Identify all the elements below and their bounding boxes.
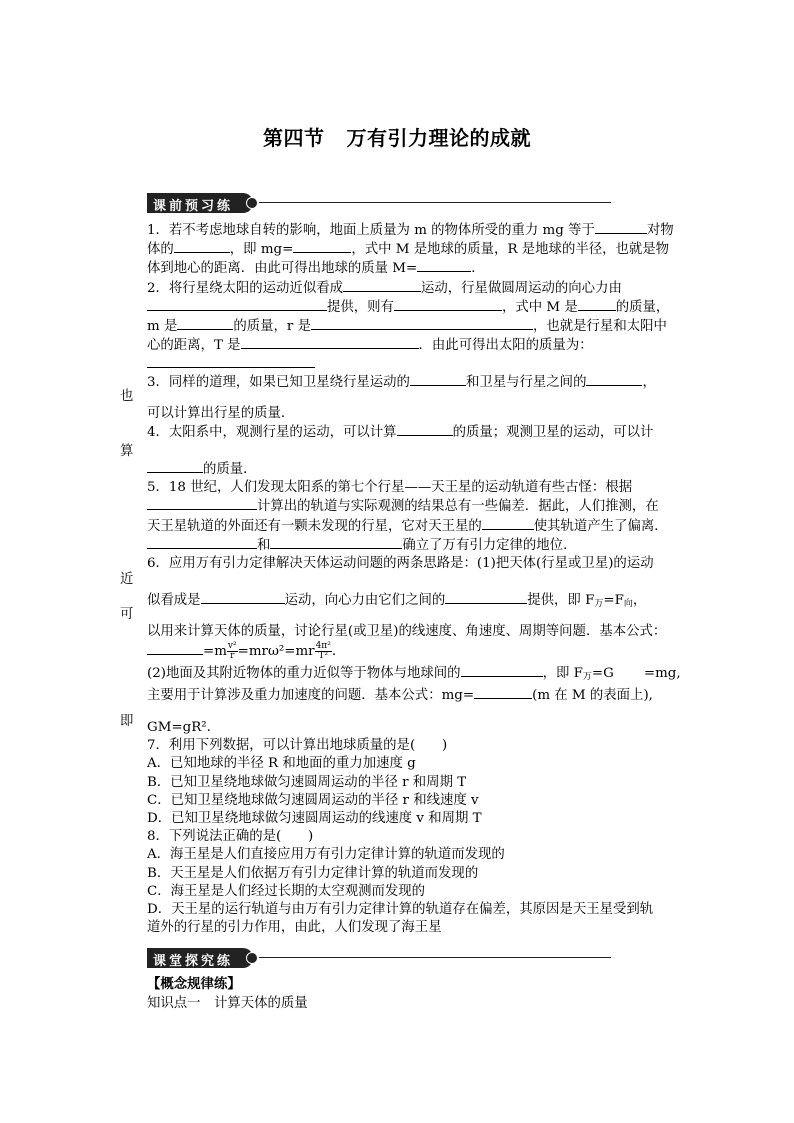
answer-blank[interactable] <box>578 298 616 311</box>
answer-blank[interactable] <box>343 279 421 292</box>
question-6-line: 似看成是 运动，向心力由它们之间的 提供，即 $F_万=F_向$， <box>147 593 647 610</box>
section-title: 万有引力理论的成就 <box>346 126 531 150</box>
margin-char: 可 <box>120 607 134 622</box>
question-5-line: 计算出的轨道与实际观测的结果总有一些偏差．据此，人们推测，在 <box>147 497 677 516</box>
question-7-option-a[interactable]: A．已知地球的半径 R 和地面的重力加速度 g <box>147 756 416 772</box>
answer-blank[interactable] <box>147 460 203 473</box>
answer-blank[interactable] <box>394 298 502 311</box>
footer-block <box>147 975 308 1013</box>
question-5-line: 5．18 世纪，人们发现太阳系的第七个行星——天王星的运动轨道有些古怪：根据 <box>147 480 633 496</box>
question-2-line: 心的距离，T 是 ．由此可得出太阳的质量为： <box>147 338 593 354</box>
question-1-line: 体的 ，即 mg= ，式中 M 是地球的质量，R 是地球的半径，也就是物 <box>147 242 670 258</box>
question-5-line: 天王星轨道的外面还有一颗未发现的行星，它对天王星的 使其轨道产生了偏离． <box>147 518 668 534</box>
answer-blank[interactable] <box>586 373 642 386</box>
question-8-stem: 8．下列说法正确的是( ) <box>147 829 314 845</box>
question-8-option-d[interactable]: D．天王星的运行轨道与由万有引力定律计算的轨道存在偏差，其原因是天王星受到轨 <box>147 902 654 918</box>
question-6-line: 以用来计算天体的质量，讨论行星(或卫星)的线速度、角速度、周期等问题．基本公式： <box>147 624 667 640</box>
question-4-line: 4．太阳系中，观测行星的运动，可以计算 的质量；观测卫星的运动，可以计 <box>147 424 654 440</box>
answer-blank[interactable] <box>147 298 327 311</box>
answer-blank[interactable] <box>293 240 351 253</box>
question-8-option-a[interactable]: A．海王星是人们直接应用万有引力定律计算的轨道而发现的 <box>147 847 505 863</box>
page-title <box>0 122 794 151</box>
answer-blank[interactable] <box>201 591 285 604</box>
bullet-icon <box>246 952 258 964</box>
subsection-heading: 【概念规律练】 <box>147 977 241 992</box>
answer-blank[interactable] <box>270 536 402 549</box>
margin-char: 近 <box>120 572 134 587</box>
answer-blank[interactable] <box>445 591 527 604</box>
question-7-option-b[interactable]: B．已知卫星绕地球做匀速圆周运动的半径 r 和周期 T <box>147 774 467 790</box>
question-8-option-b[interactable]: B．天王星是人们依据万有引力定律计算的轨道而发现的 <box>147 865 479 881</box>
question-4-line: 的质量． <box>147 460 677 479</box>
section-label: 课堂探究练 <box>153 954 234 969</box>
question-3-line: 可以计算出行星的质量． <box>147 405 295 421</box>
answer-blank[interactable] <box>147 642 203 655</box>
formula-line: =m $\frac{\text{v²}}{r}$ =mrω²=mr $\frac{\text{4π²}}{\text{T²}}$ . <box>147 640 677 664</box>
question-2-line: 2．将行星绕太阳的运动近似看成 运动，行星做圆周运动的向心力由 <box>147 280 622 296</box>
question-3-line: 3．同样的道理，如果已知卫星绕行星运动的 和卫星与行星之间的 ， <box>147 375 656 391</box>
question-1-line: 1．若不考虑地球自转的影响，地面上质量为 m 的物体所受的重力 mg 等于 对物 <box>147 223 674 238</box>
answer-blank[interactable] <box>410 373 466 386</box>
answer-blank[interactable] <box>461 664 543 677</box>
fraction: $\frac{\text{4π²}}{\text{T²}}$ <box>315 640 331 661</box>
section-number: 第四节 <box>263 126 325 150</box>
question-6-line: (2)地面及其附近物体的重力近似等于物体与地球间的 ，即 $F_万=G =mg$, <box>147 665 681 682</box>
answer-blank[interactable] <box>417 259 471 272</box>
question-6-line: 6．应用万有引力定律解决天体运动问题的两条思路是：(1)把天体(行星或卫星)的运动 <box>147 556 654 572</box>
answer-blank[interactable] <box>482 517 534 530</box>
question-2-line: m 是 的质量，r 是 ，也就是行星和太阳中 <box>147 319 667 335</box>
section-label: 课前预习练 <box>153 199 234 214</box>
answer-blank[interactable] <box>474 686 532 699</box>
question-6-line: GM=gR². <box>147 720 211 736</box>
question-5-line: 和 确立了万有引力定律的地位． <box>147 536 677 555</box>
answer-blank[interactable] <box>147 355 315 368</box>
section-rule <box>259 957 611 958</box>
margin-char: 算 <box>120 444 134 459</box>
question-6-line: 主要用于计算涉及重力加速度的问题．基本公式：mg= (m 在 M 的表面上), <box>147 687 653 703</box>
answer-blank[interactable] <box>311 317 533 330</box>
question-7-option-d[interactable]: D．已知卫星绕地球做匀速圆周运动的线速度 v 和周期 T <box>147 811 482 827</box>
exercise-content <box>147 221 681 938</box>
answer-blank[interactable] <box>174 240 230 253</box>
margin-char: 也 <box>120 389 134 404</box>
answer-blank[interactable] <box>241 336 419 349</box>
question-2-answer-line <box>147 355 677 373</box>
answer-blank[interactable] <box>177 317 233 330</box>
question-8-option-d-cont: 道外的行星的引力作用，由此，人们发现了海王星 <box>147 920 442 936</box>
answer-blank[interactable] <box>147 536 257 549</box>
question-2-line: 提供，则有 ，式中 M 是 的质量， <box>147 298 677 317</box>
margin-char: 即 <box>120 714 134 729</box>
answer-blank[interactable] <box>147 497 257 510</box>
question-8-option-c[interactable]: C．海王星是人们经过长期的太空观测而发现的 <box>147 883 426 899</box>
section-rule <box>259 202 611 203</box>
answer-blank[interactable] <box>595 221 647 234</box>
topic-heading: 知识点一 计算天体的质量 <box>147 996 308 1011</box>
question-1-line: 体到地心的距离．由此可得出地球的质量 M= ． <box>147 261 485 277</box>
bullet-icon <box>246 197 258 209</box>
answer-blank[interactable] <box>397 423 453 436</box>
question-7-stem: 7．利用下列数据，可以计算出地球质量的是( ) <box>147 738 448 754</box>
question-7-option-c[interactable]: C．已知卫星绕地球做匀速圆周运动的半径 r 和线速度 v <box>147 792 479 808</box>
fraction: $\frac{\text{v²}}{r}$ <box>227 640 237 661</box>
